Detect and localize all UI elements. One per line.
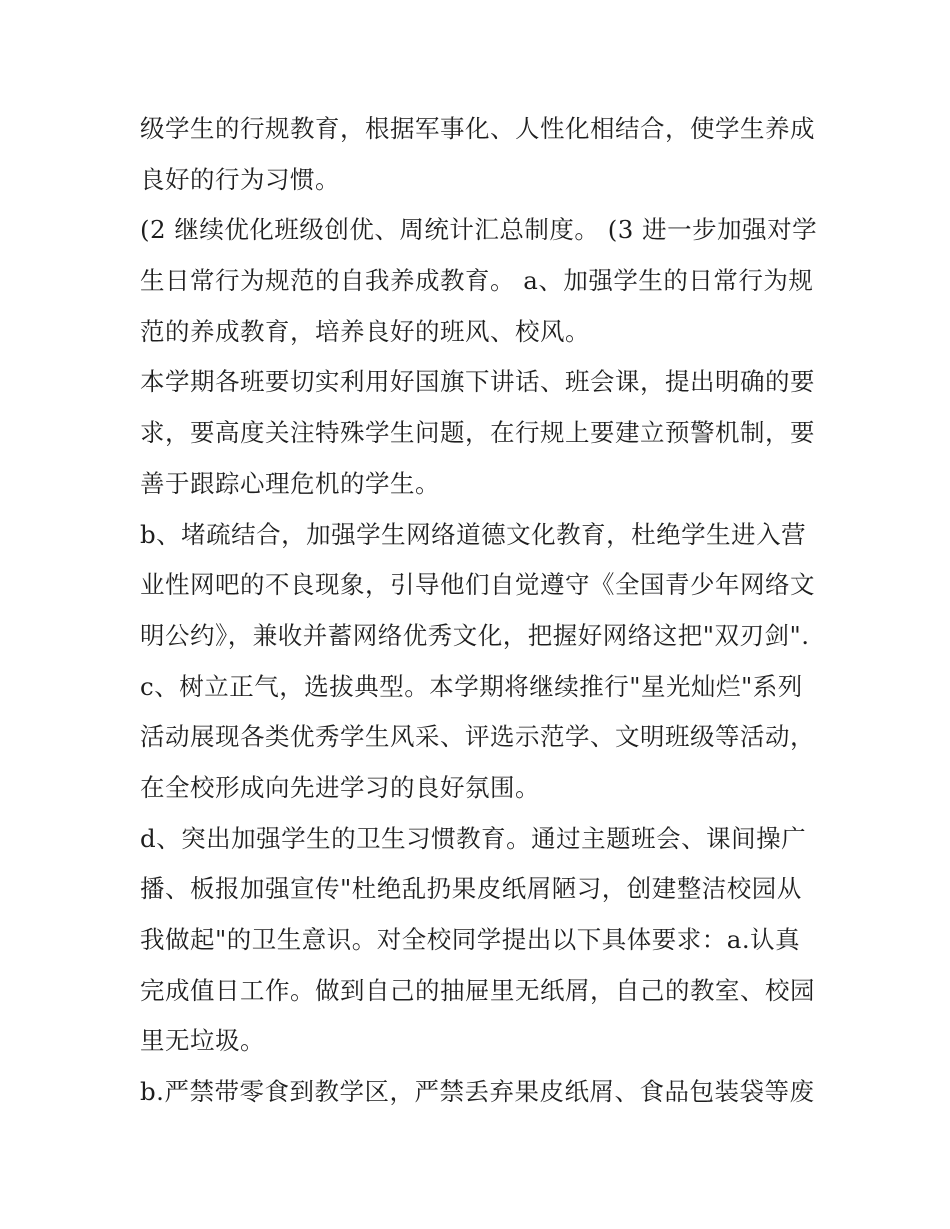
text-line: 我做起"的卫生意识。对全校同学提出以下具体要求：a.认真 [140,925,801,954]
text-line: 本学期各班要切实利用好国旗下讲话、班会课，提出明确的要 [140,367,815,396]
text-line: 在全校形成向先进学习的良好氛围。 [140,773,540,802]
text-line: 活动展现各类优秀学生风采、评选示范学、文明班级等活动， [140,722,815,751]
text-line: 善于跟踪心理危机的学生。 [140,469,440,498]
text-line: 范的养成教育，培养良好的班风、校风。 [140,317,590,346]
text-line: 明公约》，兼收并蓄网络优秀文化，把握好网络这把"双刃剑". [140,621,810,650]
text-line: d、突出加强学生的卫生习惯教育。通过主题班会、课间操广 [140,824,807,853]
text-line: 良好的行为习惯。 [140,165,340,194]
text-line: 级学生的行规教育，根据军事化、人性化相结合，使学生养成 [140,114,815,143]
text-line: (2 继续优化班级创优、周统计汇总制度。 (3 进一步加强对学 [140,215,818,244]
text-line: b、堵疏结合，加强学生网络道德文化教育，杜绝学生进入营 [140,520,807,549]
text-line: 求，要高度关注特殊学生问题，在行规上要建立预警机制，要 [140,418,815,447]
text-line: b.严禁带零食到教学区，严禁丢弃果皮纸屑、食品包装袋等废 [140,1077,815,1106]
text-line: 播、板报加强宣传"杜绝乱扔果皮纸屑陋习，创建整洁校园从 [140,874,802,903]
text-line: 业性网吧的不良现象，引导他们自觉遵守《全国青少年网络文 [140,570,815,599]
text-line: 完成值日工作。做到自己的抽屉里无纸屑，自己的教室、校园 [140,976,815,1005]
text-line: 里无垃圾。 [140,1026,265,1055]
text-line: 生日常行为规范的自我养成教育。 a、加强学生的日常行为规 [140,266,814,295]
text-line: c、树立正气，选拔典型。本学期将继续推行"星光灿烂"系列 [140,672,803,701]
